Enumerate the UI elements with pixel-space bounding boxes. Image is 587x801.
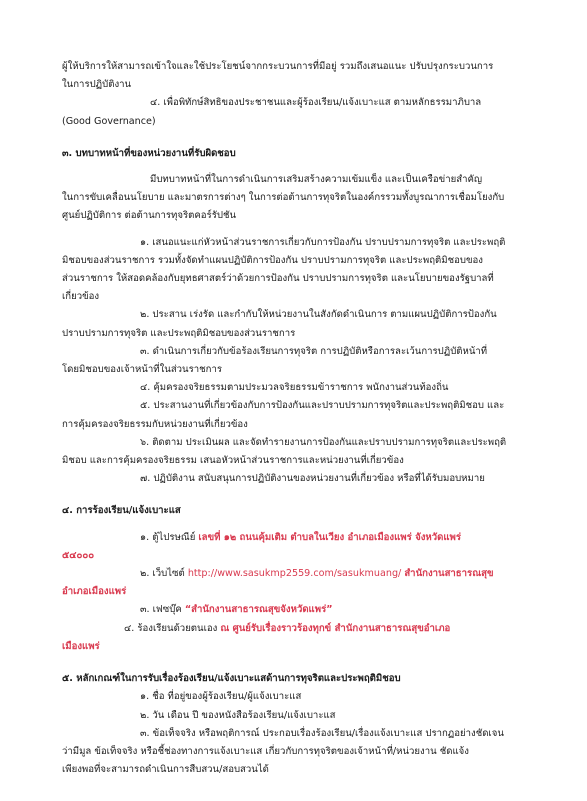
text-line: ในการขับเคลื่อนนโยบาย และมาตรการต่างๆ ในการต่อต้านการทุจริตในองค์กรรวมทั้งบูรณาการเชื่อมโยงกับ — [62, 192, 505, 204]
website-link[interactable]: http://www.sasukmp2559.com/sasukmuang/ — [187, 568, 402, 580]
text-line: ๑. เสนอแนะแก่หัวหน้าส่วนราชการเกี่ยวกับการป้องกัน ปราบปรามการทุจริต และประพฤติ — [140, 236, 506, 248]
complaint-center: ณ ศูนย์รับเรื่องราวร้องทุกข์ สำนักงานสาธารณสุขอำเภอ — [220, 622, 451, 634]
text-line: มีบทบาทหน้าที่ในการดำเนินการเสริมสร้างความเข้มแข็ง และเป็นเครือข่ายสำคัญ — [150, 174, 483, 186]
text-line — [62, 620, 537, 638]
website-office: สำนักงานสาธารณสุข — [404, 568, 494, 580]
website-label: ๒. เว็บไซต์ — [140, 568, 185, 580]
text-line: ศูนย์ปฏิบัติการ ต่อต้านการทุจริตคอร์รัปชัน — [62, 210, 237, 222]
text-line: โดยมิชอบของเจ้าหน้าที่ในส่วนราชการ — [62, 364, 223, 376]
section-4-heading: ๔. การร้องเรียน/แจ้งเบาะแส — [62, 505, 181, 517]
text-line: ๑. ชื่อ ที่อยู่ของผู้ร้องเรียน/ผู้แจ้งเบาะแส — [140, 691, 302, 703]
facebook-page: “สำนักงานสาธารณสุขจังหวัดแพร่” — [184, 604, 333, 616]
text-line: ว่ามีมูล ข้อเท็จจริง หรือชี้ช่องทางการแจ้งเบาะแส เกี่ยวกับการทุจริตของเจ้าหน้าที่/หน่วยงาน ชัดแจ้ง — [62, 745, 469, 757]
mailbox-address: เลขที่ ๑๒ ถนนคุ้มเติม ตำบลในเวียง อำเภอเมืองแพร่ จังหวัดแพร่ — [198, 531, 461, 543]
text-line: ๒. ประสาน เร่งรัด และกำกับให้หน่วยงานในสังกัดดำเนินการ ตามแผนปฏิบัติการป้องกัน — [140, 309, 497, 321]
complaint-center-line2: เมืองแพร่ — [62, 640, 100, 652]
text-line: ในการปฏิบัติงาน — [62, 79, 132, 91]
website-office-line2: อำเภอเมืองแพร่ — [62, 586, 127, 598]
text-line: ผู้ให้บริการให้สามารถเข้าใจและใช้ประโยชน์จากกระบวนการที่มีอยู่ รวมถึงเสนอแนะ ปรับปรุงกระบวนการ — [62, 61, 494, 72]
text-line — [62, 601, 537, 619]
section-3-heading: ๓. บทบาทหน้าที่ของหน่วยงานที่รับผิดชอบ — [62, 147, 236, 159]
text-line — [62, 565, 537, 583]
section-5-heading: ๕. หลักเกณฑ์ในการรับเรื่องร้องเรียน/แจ้งเบาะแสด้านการทุจริตและประพฤติมิชอบ — [62, 673, 401, 685]
text-line: ๖. ติดตาม ประเมินผล และจัดทำรายงานการป้องกันและปราบปรามการทุจริตและประพฤติ — [140, 436, 507, 448]
text-line: (Good Governance) — [62, 115, 156, 127]
text-line: เพียงพอที่จะสามารถดำเนินการสืบสวน/สอบสวนได้ — [62, 764, 269, 776]
in-person-label: ๔. ร้องเรียนด้วยตนเอง — [124, 622, 218, 634]
text-line: ๒. วัน เดือน ปี ของหนังสือร้องเรียน/แจ้งเบาะแส — [140, 709, 336, 721]
text-line: ๓. ข้อเท็จจริง หรือพฤติการณ์ ประกอบเรื่องร้องเรียน/เรื่องแจ้งเบาะแส ปรากฏอย่างชัดเจน — [140, 727, 504, 739]
text-line: มิชอบของส่วนราชการ รวมทั้งจัดทำแผนปฏิบัติการป้องกัน ปราบปรามการทุจริต และประพฤติมิชอบของ — [62, 254, 483, 266]
text-line: การคุ้มครองจริยธรรมกับหน่วยงานที่เกี่ยวข้อง — [62, 418, 248, 430]
text-line: ๕. ประสานงานที่เกี่ยวข้องกับการป้องกันและปราบปรามการทุจริตและประพฤติมิชอบ และ — [140, 400, 505, 412]
text-line: ๔. คุ้มครองจริยธรรมตามประมวลจริยธรรมข้าราชการ พนักงานส่วนท้องถิ่น — [140, 382, 449, 394]
text-line: มิชอบ และการคุ้มครองจริยธรรม เสนอหัวหน้าส่วนราชการและหน่วยงานที่เกี่ยวข้อง — [62, 455, 404, 467]
mailbox-label: ๑. ตู้ไปรษณีย์ — [140, 531, 196, 543]
text-line: ๗. ปฏิบัติงาน สนับสนุนการปฏิบัติงานของหน่วยงานที่เกี่ยวข้อง หรือที่ได้รับมอบหมาย — [140, 473, 485, 485]
text-line: ส่วนราชการ ให้สอดคล้องกับยุทธศาสตร์ว่าด้วยการป้องกัน ปราบปรามการทุจริต และนโยบายของรัฐบาลที่ — [62, 273, 494, 285]
text-line: เกี่ยวข้อง — [62, 291, 100, 303]
text-line: ๓. ดำเนินการเกี่ยวกับข้อร้องเรียนการทุจริต การปฏิบัติหรือการละเว้นการปฏิบัติหน้าที่ — [140, 345, 488, 357]
text-line — [62, 529, 537, 547]
text-line: ปราบปรามการทุจริต และประพฤติมิชอบของส่วนราชการ — [62, 327, 296, 339]
text-line: ๔. เพื่อพิทักษ์สิทธิของประชาชนและผู้ร้องเรียน/แจ้งเบาะแส ตามหลักธรรมาภิบาล — [150, 97, 482, 109]
postal-code: ๕๔๐๐๐ — [62, 549, 95, 561]
facebook-label: ๓. เฟซบุ๊ค — [140, 604, 182, 616]
